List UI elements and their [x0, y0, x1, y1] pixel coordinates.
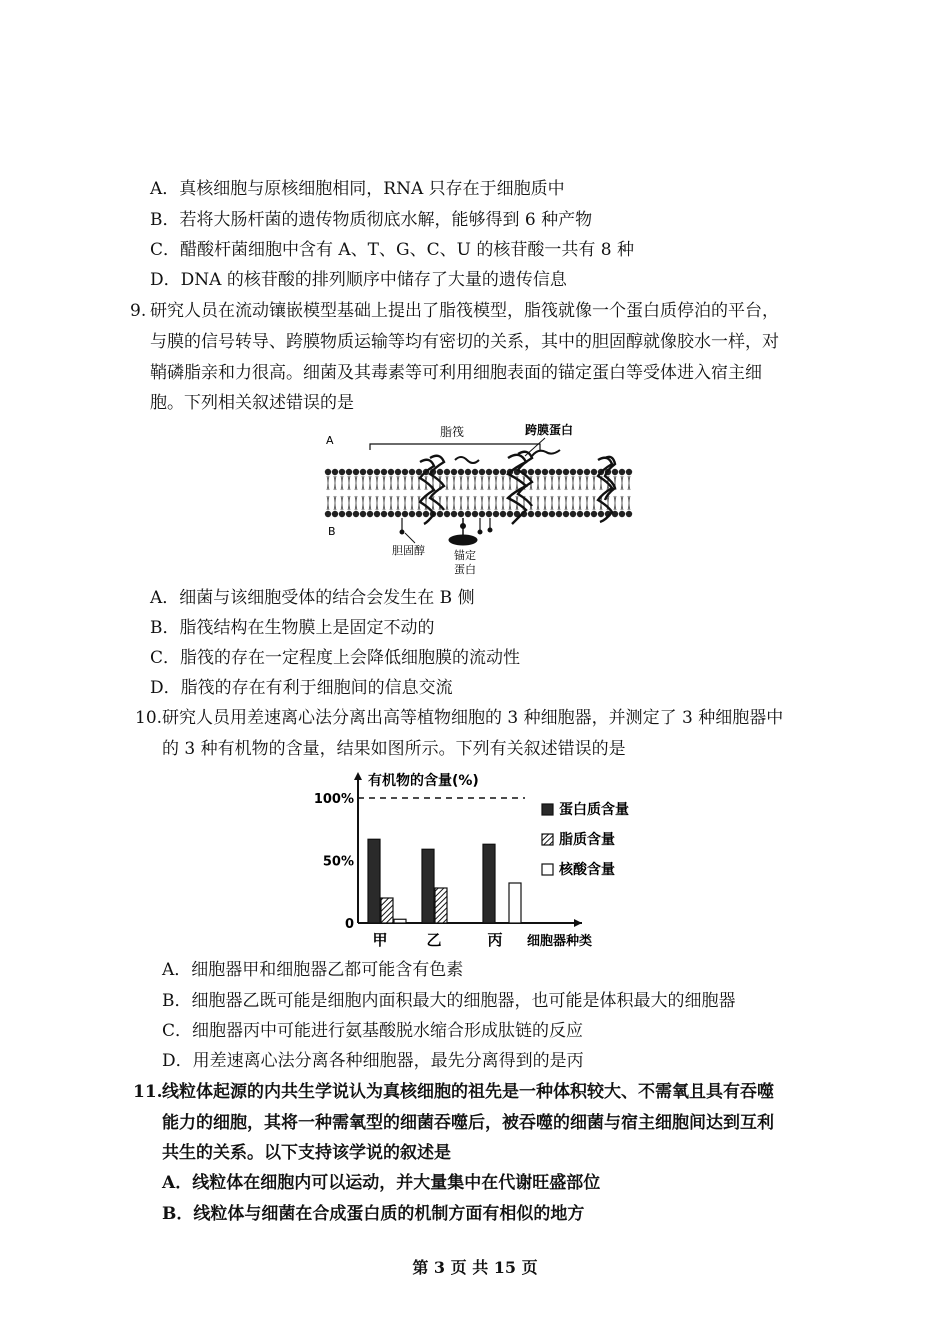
- phospholipid-tail: [488, 476, 490, 490]
- phospholipid-head: [535, 469, 541, 475]
- phospholipid-head: [486, 511, 492, 517]
- phospholipid-head: [388, 511, 394, 517]
- phospholipid-head: [332, 511, 338, 517]
- label-cholesterol: 胆固醇: [392, 544, 425, 557]
- phospholipid-tail: [572, 496, 574, 510]
- q11-stem-line: 能力的细胞，其将一种需氧型的细菌吞噬后，被吞噬的细菌与宿主细胞间达到互利: [162, 1113, 774, 1133]
- phospholipid-head: [570, 469, 576, 475]
- phospholipid-head: [339, 511, 345, 517]
- q9-stem-line: 鞘磷脂亲和力很高。细菌及其毒素等可利用细胞表面的锚定蛋白等受体进入宿主细: [150, 363, 762, 383]
- q9-option-a: A．细菌与该细胞受体的结合会发生在 B 侧: [150, 588, 475, 608]
- phospholipid-head: [619, 511, 625, 517]
- bar-甲-蛋白质含量: [368, 839, 380, 923]
- phospholipid-tail: [579, 496, 581, 510]
- phospholipid-tail: [355, 476, 357, 490]
- bar-丙-核酸含量: [509, 883, 521, 923]
- phospholipid-head: [451, 469, 457, 475]
- phospholipid-head: [507, 511, 513, 517]
- phospholipid-tail: [488, 496, 490, 510]
- phospholipid-head: [563, 511, 569, 517]
- y-tick-label: 50%: [322, 854, 354, 870]
- phospholipid-heads-bottom: [325, 511, 632, 517]
- q8-option-d: D．DNA 的核苷酸的排列顺序中储存了大量的遗传信息: [150, 270, 567, 290]
- phospholipid-tail: [383, 476, 385, 490]
- q10-option-a: A．细胞器甲和细胞器乙都可能含有色素: [162, 960, 464, 980]
- phospholipid-head: [437, 511, 443, 517]
- phospholipid-tail: [383, 496, 385, 510]
- phospholipid-head: [549, 469, 555, 475]
- phospholipid-head: [535, 511, 541, 517]
- phospholipid-tail: [439, 496, 441, 510]
- phospholipid-head: [458, 469, 464, 475]
- phospholipid-tail: [481, 476, 483, 490]
- phospholipid-tail: [453, 476, 455, 490]
- phospholipid-head: [619, 469, 625, 475]
- phospholipid-tail: [579, 476, 581, 490]
- side-a-label: A: [326, 434, 334, 447]
- side-b-label: B: [328, 525, 336, 538]
- q11-stem-line: 共生的关系。以下支持该学说的叙述是: [162, 1143, 451, 1163]
- label-anchor-protein-1: 锚定: [454, 549, 476, 562]
- phospholipid-tail: [495, 476, 497, 490]
- phospholipid-head: [556, 469, 562, 475]
- phospholipid-head: [388, 469, 394, 475]
- phospholipid-tail: [369, 496, 371, 510]
- q11-option-a: A．线粒体在细胞内可以运动，并大量集中在代谢旺盛部位: [162, 1173, 601, 1193]
- phospholipid-tail: [460, 476, 462, 490]
- phospholipid-tail: [460, 496, 462, 510]
- phospholipid-head: [458, 511, 464, 517]
- q10-number: 10.: [135, 708, 163, 728]
- phospholipid-tail: [474, 496, 476, 510]
- phospholipid-head: [409, 511, 415, 517]
- phospholipid-tail: [481, 496, 483, 510]
- phospholipid-tail: [628, 476, 630, 490]
- q9-stem-line: 研究人员在流动镶嵌模型基础上提出了脂筏模型，脂筏就像一个蛋白质停泊的平台，: [150, 301, 779, 321]
- phospholipid-tail: [502, 496, 504, 510]
- phospholipid-head: [360, 511, 366, 517]
- phospholipid-tail: [453, 496, 455, 510]
- phospholipid-head: [528, 469, 534, 475]
- q10-stem-line: 的 3 种有机物的含量，结果如图所示。下列有关叙述错误的是: [162, 739, 626, 759]
- phospholipid-tails: [327, 476, 630, 510]
- phospholipid-tail: [376, 476, 378, 490]
- phospholipid-head: [542, 469, 548, 475]
- y-tick-label: 0: [344, 917, 354, 932]
- phospholipid-head: [360, 469, 366, 475]
- phospholipid-tail: [467, 476, 469, 490]
- phospholipid-head: [472, 511, 478, 517]
- phospholipid-tail: [446, 476, 448, 490]
- phospholipid-tail: [404, 496, 406, 510]
- phospholipid-tail: [614, 496, 616, 510]
- phospholipid-tail: [390, 476, 392, 490]
- phospholipid-head: [563, 469, 569, 475]
- phospholipid-head: [325, 511, 331, 517]
- phospholipid-tail: [544, 476, 546, 490]
- phospholipid-tail: [467, 496, 469, 510]
- phospholipid-tail: [558, 496, 560, 510]
- phospholipid-head: [402, 511, 408, 517]
- phospholipid-tail: [362, 476, 364, 490]
- phospholipid-head: [346, 469, 352, 475]
- phospholipid-head: [570, 511, 576, 517]
- phospholipid-head: [353, 469, 359, 475]
- legend-label: 脂质含量: [559, 832, 615, 848]
- q10-option-c: C．细胞器丙中可能进行氨基酸脱水缩合形成肽链的反应: [162, 1021, 584, 1041]
- phospholipid-tail: [474, 476, 476, 490]
- phospholipid-tail: [593, 496, 595, 510]
- phospholipid-head: [591, 511, 597, 517]
- label-transmembrane-protein: 跨膜蛋白: [525, 423, 574, 437]
- phospholipid-head: [381, 511, 387, 517]
- anchor-protein: [449, 518, 477, 545]
- phospholipid-tail: [537, 476, 539, 490]
- phospholipid-head: [626, 469, 632, 475]
- phospholipid-head: [395, 469, 401, 475]
- phospholipid-head: [479, 511, 485, 517]
- y-tick-label: 100%: [313, 792, 354, 807]
- label-raft: 脂筏: [440, 425, 465, 439]
- phospholipid-head: [612, 469, 618, 475]
- phospholipid-tail: [355, 496, 357, 510]
- bar-丙-蛋白质含量: [483, 844, 495, 923]
- phospholipid-tail: [621, 496, 623, 510]
- phospholipid-tail: [446, 496, 448, 510]
- phospholipid-head: [444, 511, 450, 517]
- phospholipid-head: [402, 469, 408, 475]
- phospholipid-head: [542, 511, 548, 517]
- phospholipid-head: [500, 469, 506, 475]
- phospholipid-tail: [327, 476, 329, 490]
- phospholipid-tail: [509, 476, 511, 490]
- phospholipid-tail: [397, 496, 399, 510]
- phospholipid-heads-top: [325, 469, 632, 475]
- phospholipid-head: [472, 469, 478, 475]
- q9-stem-line: 胞。下列相关叙述错误的是: [150, 393, 354, 413]
- page-footer: 第 3 页 共 15 页: [412, 1258, 538, 1277]
- phospholipid-head: [549, 511, 555, 517]
- phospholipid-head: [598, 511, 604, 517]
- q10-stem-line: 研究人员用差速离心法分离出高等植物细胞的 3 种细胞器，并测定了 3 种细胞器中: [162, 708, 784, 728]
- phospholipid-head: [444, 469, 450, 475]
- phospholipid-head: [465, 469, 471, 475]
- phospholipid-tail: [544, 496, 546, 510]
- x-category-label: 乙: [426, 931, 442, 949]
- phospholipid-head: [416, 469, 422, 475]
- phospholipid-tail: [334, 496, 336, 510]
- legend-swatch: [542, 834, 553, 845]
- phospholipid-tail: [502, 476, 504, 490]
- phospholipid-tail: [362, 496, 364, 510]
- phospholipid-tail: [334, 476, 336, 490]
- phospholipid-tail: [376, 496, 378, 510]
- phospholipid-tail: [390, 496, 392, 510]
- phospholipid-head: [493, 511, 499, 517]
- phospholipid-tail: [348, 476, 350, 490]
- phospholipid-head: [493, 469, 499, 475]
- phospholipid-head: [381, 469, 387, 475]
- legend-label: 核酸含量: [559, 862, 615, 878]
- phospholipid-tail: [341, 496, 343, 510]
- phospholipid-head: [423, 511, 429, 517]
- legend-swatch: [542, 864, 553, 875]
- phospholipid-tail: [572, 476, 574, 490]
- phospholipid-head: [577, 469, 583, 475]
- phospholipid-head: [416, 511, 422, 517]
- bar-乙-脂质含量: [435, 888, 447, 923]
- q8-option-c: C．醋酸杆菌细胞中含有 A、T、G、C、U 的核苷酸一共有 8 种: [150, 240, 634, 260]
- phospholipid-tail: [586, 496, 588, 510]
- phospholipid-head: [332, 469, 338, 475]
- label-anchor-protein-2: 蛋白: [454, 563, 476, 576]
- x-category-label: 丙: [487, 931, 503, 949]
- phospholipid-head: [584, 511, 590, 517]
- phospholipid-head: [486, 469, 492, 475]
- phospholipid-tail: [495, 496, 497, 510]
- phospholipid-tail: [369, 476, 371, 490]
- phospholipid-tail: [404, 476, 406, 490]
- phospholipid-tail: [348, 496, 350, 510]
- glycan-chain: [455, 457, 479, 463]
- lipid-raft-figure: [320, 418, 640, 583]
- q9-option-b: B．脂筏结构在生物膜上是固定不动的: [150, 618, 435, 638]
- q8-option-b: B．若将大肠杆菌的遗传物质彻底水解，能够得到 6 种产物: [150, 210, 593, 230]
- q10-option-d: D．用差速离心法分离各种细胞器，最先分离得到的是丙: [162, 1051, 584, 1071]
- phospholipid-tail: [628, 496, 630, 510]
- phospholipid-head: [500, 511, 506, 517]
- cholesterol-pointer: [405, 533, 415, 543]
- organelle-content-chart: [313, 768, 650, 953]
- phospholipid-head: [367, 511, 373, 517]
- raft-bracket: [370, 444, 540, 450]
- y-axis-arrow: [354, 772, 362, 780]
- phospholipid-tail: [565, 496, 567, 510]
- phospholipid-head: [353, 511, 359, 517]
- phospholipid-tail: [621, 476, 623, 490]
- phospholipid-head: [451, 511, 457, 517]
- phospholipid-head: [346, 511, 352, 517]
- phospholipid-head: [528, 511, 534, 517]
- q8-option-a: A．真核细胞与原核细胞相同，RNA 只存在于细胞质中: [150, 179, 565, 199]
- phospholipid-tail: [411, 476, 413, 490]
- q9-number: 9.: [130, 301, 147, 321]
- q9-stem-line: 与膜的信号转导、跨膜物质运输等均有密切的关系，其中的胆固醇就像胶水一样，对: [150, 332, 779, 352]
- phospholipid-head: [325, 469, 331, 475]
- phospholipid-head: [556, 511, 562, 517]
- phospholipid-head: [437, 469, 443, 475]
- phospholipid-head: [367, 469, 373, 475]
- glycan-chain: [532, 450, 560, 456]
- phospholipid-head: [339, 469, 345, 475]
- phospholipid-head: [374, 511, 380, 517]
- chart-bars: [368, 839, 521, 923]
- cholesterol-dots: [400, 518, 492, 534]
- phospholipid-head: [626, 511, 632, 517]
- phospholipid-tail: [327, 496, 329, 510]
- x-category-label: 甲: [372, 931, 388, 949]
- phospholipid-tail: [593, 476, 595, 490]
- legend-swatch: [542, 804, 553, 815]
- phospholipid-tail: [565, 476, 567, 490]
- phospholipid-head: [395, 511, 401, 517]
- phospholipid-head: [591, 469, 597, 475]
- chart-title: 有机物的含量(%): [368, 773, 479, 789]
- phospholipid-tail: [551, 496, 553, 510]
- legend-label: 蛋白质含量: [559, 802, 629, 818]
- bar-甲-脂质含量: [381, 898, 393, 923]
- phospholipid-tail: [341, 476, 343, 490]
- q10-option-b: B．细胞器乙既可能是细胞内面积最大的细胞器，也可能是体积最大的细胞器: [162, 991, 736, 1011]
- q11-stem-line: 线粒体起源的内共生学说认为真核细胞的祖先是一种体积较大、不需氧且具有吞噬: [162, 1082, 774, 1102]
- phospholipid-tail: [551, 476, 553, 490]
- q9-option-c: C．脂筏的存在一定程度上会降低细胞膜的流动性: [150, 648, 521, 668]
- phospholipid-tail: [397, 476, 399, 490]
- x-axis-arrow: [574, 919, 582, 927]
- q9-option-d: D．脂筏的存在有利于细胞间的信息交流: [150, 678, 453, 698]
- phospholipid-tail: [558, 476, 560, 490]
- phospholipid-head: [577, 511, 583, 517]
- q11-option-b: B．线粒体与细菌在合成蛋白质的机制方面有相似的地方: [162, 1204, 585, 1224]
- phospholipid-head: [409, 469, 415, 475]
- phospholipid-head: [374, 469, 380, 475]
- phospholipid-tail: [586, 476, 588, 490]
- phospholipid-head: [465, 511, 471, 517]
- phospholipid-tail: [537, 496, 539, 510]
- phospholipid-head: [584, 469, 590, 475]
- phospholipid-head: [479, 469, 485, 475]
- bar-甲-核酸含量: [394, 919, 406, 923]
- phospholipid-tail: [411, 496, 413, 510]
- x-axis-label: 细胞器种类: [527, 934, 593, 949]
- bar-乙-蛋白质含量: [422, 849, 434, 923]
- q11-number: 11.: [133, 1082, 163, 1102]
